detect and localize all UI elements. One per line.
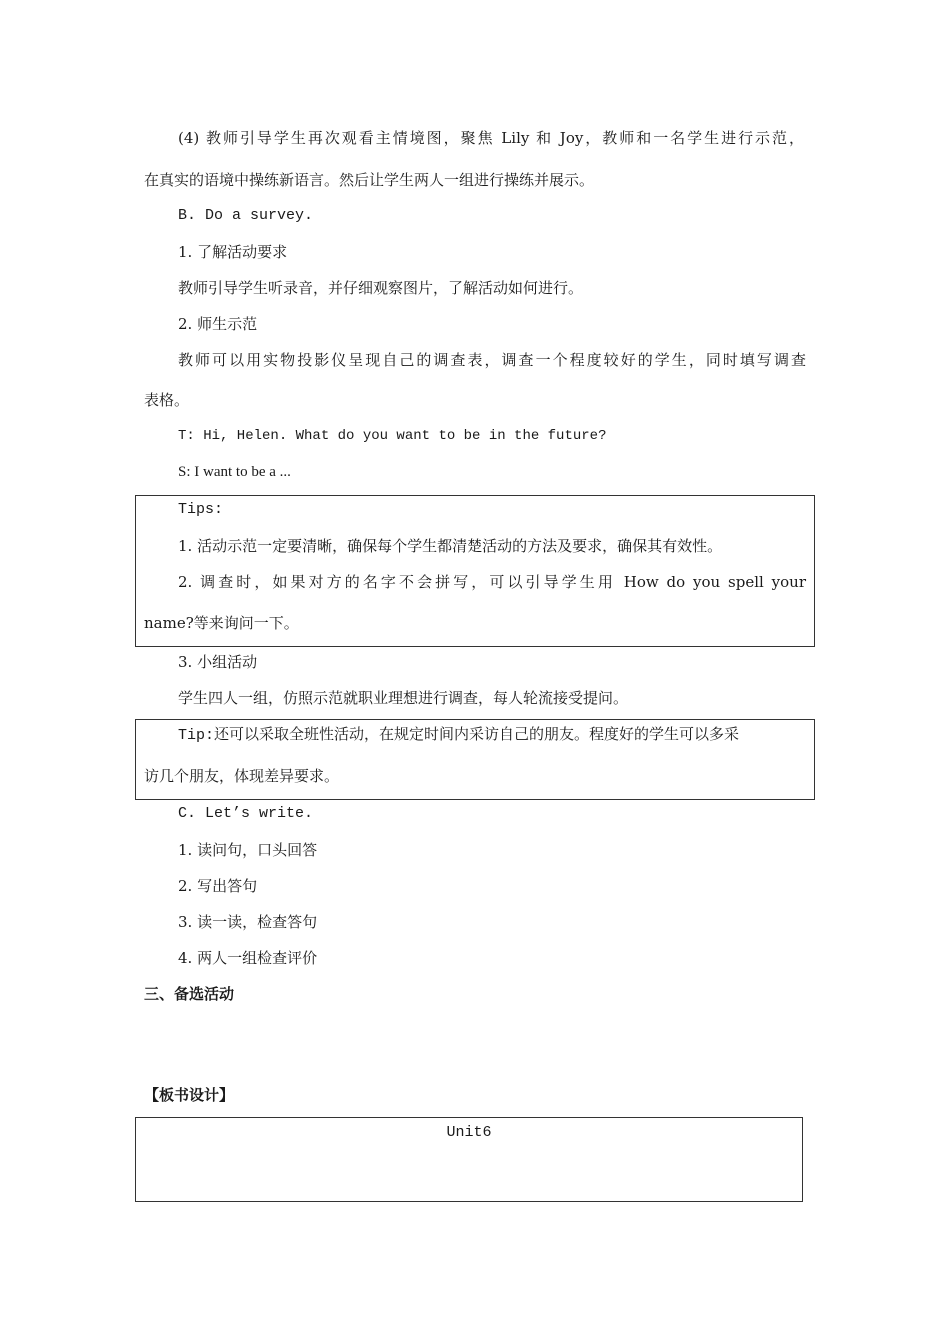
section-b-step2-title: 2. 师生示范 — [178, 315, 258, 333]
paragraph-a4-line1 — [178, 128, 804, 148]
tip-line2: 访几个朋友，体现差异要求。 — [144, 767, 340, 785]
section-3-title: 三、备选活动 — [144, 985, 235, 1003]
board-design-title: 【板书设计】 — [144, 1086, 235, 1104]
tip-line1-text: 还可以采取全班性活动，在规定时间内采访自己的朋友。程度好的学生可以多采 — [214, 725, 740, 743]
dialog-teacher: T: Hi, Helen. What do you want to be in the future? — [178, 428, 607, 444]
tips-item2-line2: name?等来询问一下。 — [144, 614, 299, 632]
section-b-step1-text: 教师引导学生听录音，并仔细观察图片，了解活动如何进行。 — [178, 279, 584, 297]
paragraph-a4-line1-text: (4) 教师引导学生再次观看主情境图，聚焦 Lily 和 Joy，教师和一名学生进行示范， — [178, 129, 804, 147]
tips-item1: 1. 活动示范一定要清晰，确保每个学生都清楚活动的方法及要求，确保其有效性。 — [178, 537, 723, 555]
section-b-step2-text-line1 — [178, 350, 806, 370]
tip-line1 — [178, 724, 806, 746]
paragraph-a4-line2: 在真实的语境中操练新语言。然后让学生两人一组进行操练并展示。 — [144, 171, 595, 189]
section-c-item-1: 1. 读问句，口头回答 — [178, 841, 318, 859]
section-c-item-3: 3. 读一读，检查答句 — [178, 913, 318, 931]
section-b-step3-title: 3. 小组活动 — [178, 653, 258, 671]
tips-item2-line1 — [178, 572, 806, 592]
section-c-item-2: 2. 写出答句 — [178, 877, 258, 895]
section-b-step1-title: 1. 了解活动要求 — [178, 243, 288, 261]
tips-title: Tips: — [178, 501, 224, 518]
section-c-title: C. Let’s write. — [178, 805, 314, 822]
section-b-step2-text-line2: 表格。 — [144, 391, 190, 409]
tip-label: Tip: — [178, 727, 215, 744]
section-b-title: B. Do a survey. — [178, 207, 314, 224]
section-b-step3-text: 学生四人一组，仿照示范就职业理想进行调查，每人轮流接受提问。 — [178, 689, 629, 707]
dialog-student: S: I want to be a ... — [178, 464, 291, 480]
tips-item2-line1-text: 2. 调查时，如果对方的名字不会拼写，可以引导学生用 How do you spell your — [178, 573, 806, 591]
section-b-step2-text-line1-text: 教师可以用实物投影仪呈现自己的调查表，调查一个程度较好的学生，同时填写调查 — [178, 351, 806, 369]
board-design-box-title: Unit6 — [446, 1124, 492, 1141]
section-c-item-4: 4. 两人一组检查评价 — [178, 949, 318, 967]
